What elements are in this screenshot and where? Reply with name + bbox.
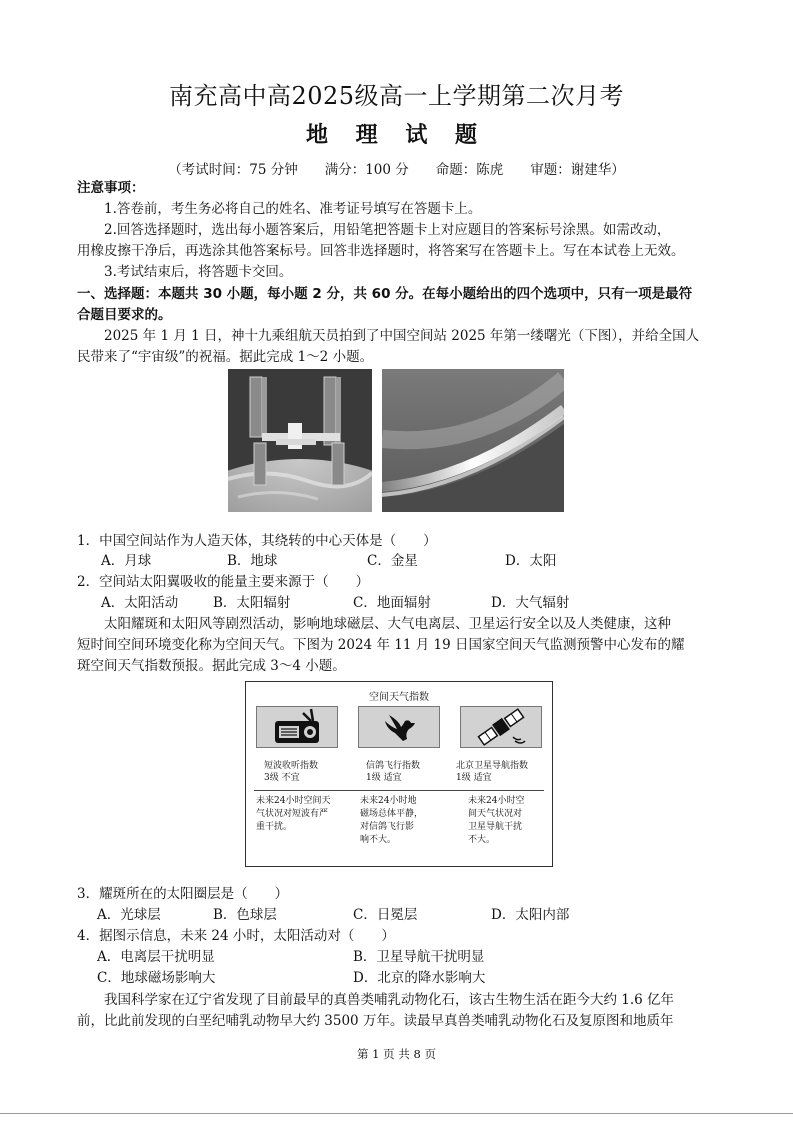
option-a: A．月球 <box>101 553 152 569</box>
option-d: D．北京的降水影响大 <box>353 970 486 986</box>
material-3-line-1: 我国科学家在辽宁省发现了目前最早的真兽类哺乳动物化石，该古生物生活在距今大约 1.6 亿年 <box>104 992 675 1008</box>
panel-text-pigeon: 未来24小时地 磁场总体平静， 对信鸽飞行影 响不大。 <box>360 796 424 845</box>
option-b: B．色球层 <box>213 907 277 923</box>
figure-title: 空间天气指数 <box>369 692 429 703</box>
subject-title: 地 理 试 题 <box>306 122 487 148</box>
panel-label-radio: 短波收听指数 3级 不宜 <box>264 761 319 783</box>
satellite-icon <box>460 706 542 748</box>
material-1-line-1: 2025 年 1 月 1 日，神十九乘组航天员拍到了中国空间站 2025 年第一缕曙光（下图），并给全国人 <box>104 328 700 344</box>
option-b: B．太阳辐射 <box>213 595 291 611</box>
panel-label-satellite: 北京卫星导航指数 1级 适宜 <box>456 761 529 783</box>
space-weather-index-figure <box>245 681 553 867</box>
page-bottom-divider <box>0 1113 793 1114</box>
material-2-line-3: 斑空间天气指数预报。据此完成 3～4 小题。 <box>77 658 346 674</box>
material-2-line-2: 短时间空间环境变化称为空间天气。下图为 2024 年 11 月 19 日国家空间天气监测预警中心发布的耀 <box>77 637 685 653</box>
question-2-stem: 2．空间站太阳翼吸收的能量主要来源于（ ） <box>77 574 370 590</box>
exam-info: （考试时间：75 分钟 满分：100 分 命题：陈虎 审题：谢建华） <box>168 162 625 178</box>
option-a: A．光球层 <box>97 907 161 923</box>
option-d: D．太阳内部 <box>491 907 570 923</box>
panel-text-satellite: 未来24小时空 间天气状况对 卫星导航干扰 不大。 <box>468 796 525 845</box>
notes-item-2-line-1: 2.回答选择题时，选出每小题答案后，用铅笔把答题卡上对应题目的答案标号涂黑。如需改动， <box>104 222 671 238</box>
page-number: 第 1 页 共 8 页 <box>357 1047 436 1061</box>
option-d: D．大气辐射 <box>491 595 570 611</box>
question-3-stem: 3．耀斑所在的太阳圈层是（ ） <box>77 886 289 902</box>
material-3-line-2: 前，比此前发现的白垩纪哺乳动物早大约 3500 万年。读最早真兽类哺乳动物化石及复原图和地质年 <box>77 1013 674 1029</box>
notes-item-2-line-2: 用橡皮擦干净后，再选涂其他答案标号。回答非选择题时，将答案写在答题卡上。写在本试卷上无效。 <box>77 243 685 259</box>
radio-icon <box>256 706 338 748</box>
notes-item-1: 1.答卷前，考生务必将自己的姓名、准考证号填写在答题卡上。 <box>104 201 482 217</box>
option-c: C．金星 <box>367 553 418 569</box>
question-3-options <box>97 905 617 926</box>
question-1-options <box>101 551 631 572</box>
question-1-stem: 1．中国空间站作为人造天体，其绕转的中心天体是（ ） <box>77 533 437 549</box>
notes-heading: 注意事项： <box>77 180 145 196</box>
figure-divider <box>254 790 544 791</box>
first-dawn-photo <box>382 369 564 512</box>
space-station-photo <box>228 369 372 512</box>
option-b: B．地球 <box>227 553 278 569</box>
option-b: B．卫星导航干扰明显 <box>353 949 485 965</box>
option-c: C．地球磁场影响大 <box>97 970 216 986</box>
question-2-options <box>101 593 617 614</box>
exam-title: 南充高中高2025级高一上学期第二次月考 <box>168 82 625 110</box>
question-4-options-row-1 <box>97 947 609 968</box>
option-c: C．地面辐射 <box>353 595 431 611</box>
option-a: A．电离层干扰明显 <box>97 949 215 965</box>
panel-text-radio: 未来24小时空间天 气状况对短波有严 重干扰。 <box>256 796 331 832</box>
option-c: C．日冕层 <box>353 907 418 923</box>
panel-label-pigeon: 信鸽飞行指数 1级 适宜 <box>366 761 421 783</box>
section-heading-line-2: 合题目要求的。 <box>77 307 172 323</box>
pigeon-icon <box>358 706 440 748</box>
question-4-options-row-2 <box>97 968 609 989</box>
option-a: A．太阳活动 <box>101 595 179 611</box>
section-heading-line-1: 一、选择题：本题共 30 小题，每小题 2 分，共 60 分。在每小题给出的四个选项中，只有一项是最符 <box>77 286 693 302</box>
notes-item-3: 3.考试结束后，将答题卡交回。 <box>104 264 293 280</box>
question-4-stem: 4．据图示信息，未来 24 小时，太阳活动对（ ） <box>77 928 395 944</box>
material-2-line-1: 太阳耀斑和太阳风等剧烈活动，影响地球磁层、大气电离层、卫星运行安全以及人类健康，这种 <box>104 616 671 632</box>
option-d: D．太阳 <box>505 553 557 569</box>
material-1-line-2: 民带来了“宇宙级”的祝福。据此完成 1～2 小题。 <box>77 349 374 365</box>
